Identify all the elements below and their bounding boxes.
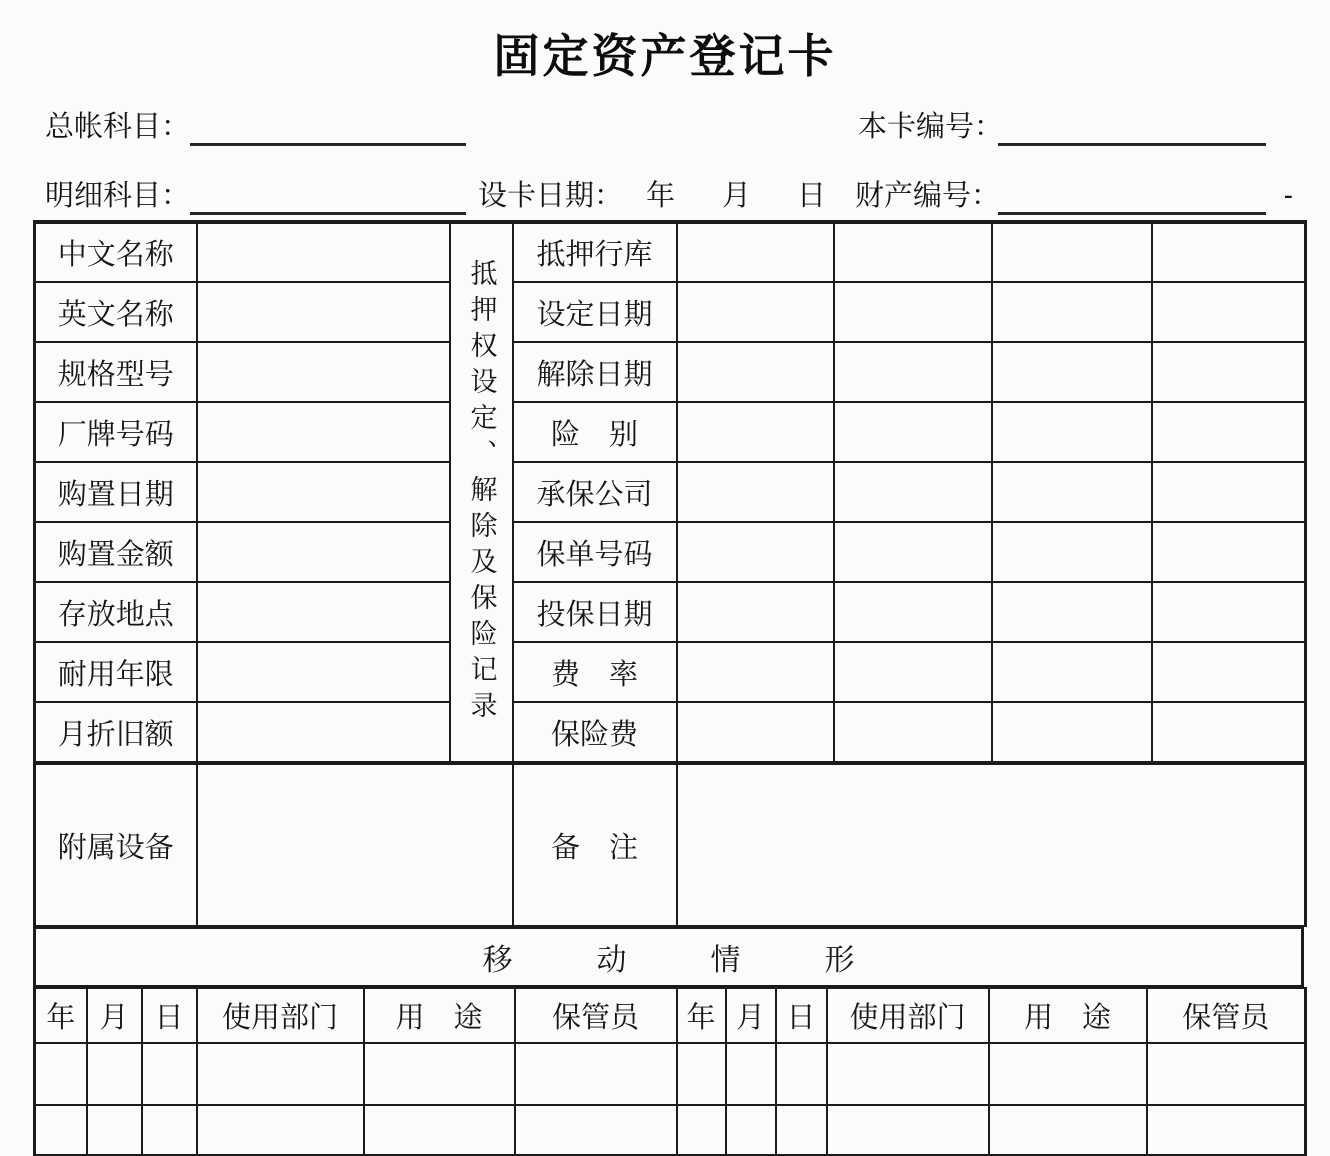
record-cell — [677, 642, 834, 702]
purpose-column-header: 用 途 — [364, 988, 515, 1043]
record-cell — [515, 1105, 677, 1155]
table-row — [35, 462, 1306, 522]
page-title: 固定资产登记卡 — [493, 30, 837, 82]
rate-label: 费 率 — [513, 642, 677, 702]
record-cell — [992, 222, 1152, 282]
record-cell — [197, 1043, 364, 1105]
record-cell — [677, 522, 834, 582]
record-cell — [992, 522, 1152, 582]
purchase-date-label: 购置日期 — [35, 462, 197, 522]
record-cell — [834, 222, 992, 282]
record-cell — [1152, 522, 1306, 582]
insurer-label: 承保公司 — [513, 462, 677, 522]
stray-dash-mark: - — [1284, 180, 1293, 209]
table-row — [35, 642, 1306, 702]
record-cell — [992, 282, 1152, 342]
purpose-column-header: 用 途 — [989, 988, 1147, 1043]
year-unit-label: 年 — [646, 180, 676, 212]
record-cell — [677, 582, 834, 642]
chinese-name-value-cell — [197, 222, 450, 282]
record-cell — [35, 1043, 87, 1105]
detail-account-label: 明细科目： — [45, 180, 191, 212]
spec-model-value-cell — [197, 342, 450, 402]
record-cell — [834, 582, 992, 642]
record-cell — [364, 1105, 515, 1155]
record-cell — [1152, 282, 1306, 342]
custodian-column-header: 保管员 — [515, 988, 677, 1043]
english-name-label: 英文名称 — [35, 282, 197, 342]
record-cell — [992, 582, 1152, 642]
property-number-blank-line — [998, 212, 1266, 215]
movement-record-row — [35, 1043, 1306, 1105]
insured-date-label: 投保日期 — [513, 582, 677, 642]
record-cell — [1152, 342, 1306, 402]
record-cell — [992, 462, 1152, 522]
record-cell — [364, 1043, 515, 1105]
using-department-column-header: 使用部门 — [827, 988, 989, 1043]
remarks-value-cell — [677, 764, 1306, 926]
table-row — [35, 702, 1306, 762]
useful-life-label: 耐用年限 — [35, 642, 197, 702]
record-cell — [834, 462, 992, 522]
record-cell — [1152, 222, 1306, 282]
record-cell — [834, 402, 992, 462]
general-ledger-label: 总帐科目： — [45, 111, 191, 143]
table-row — [35, 522, 1306, 582]
day-unit-label: 日 — [797, 180, 827, 212]
year-column-header: 年 — [35, 988, 87, 1043]
record-cell — [515, 1043, 677, 1105]
card-date-label: 设卡日期： — [478, 180, 624, 212]
card-number-blank-line — [998, 143, 1266, 146]
record-cell — [992, 642, 1152, 702]
storage-location-value-cell — [197, 582, 450, 642]
record-cell — [834, 642, 992, 702]
monthly-depreciation-label: 月折旧额 — [35, 702, 197, 762]
record-cell — [726, 1043, 776, 1105]
accessory-equipment-label: 附属设备 — [35, 764, 197, 926]
record-cell — [776, 1105, 827, 1155]
record-cell — [776, 1043, 827, 1105]
record-cell — [1152, 702, 1306, 762]
monthly-depreciation-value-cell — [197, 702, 450, 762]
table-row — [35, 582, 1306, 642]
record-cell — [1147, 1043, 1306, 1105]
record-cell — [677, 282, 834, 342]
record-cell — [677, 402, 834, 462]
table-row — [35, 342, 1306, 402]
record-cell — [989, 1043, 1147, 1105]
record-cell — [1152, 582, 1306, 642]
record-cell — [677, 702, 834, 762]
record-cell — [827, 1105, 989, 1155]
remarks-label: 备 注 — [513, 764, 677, 926]
record-cell — [834, 522, 992, 582]
using-department-column-header: 使用部门 — [197, 988, 364, 1043]
month-column-header: 月 — [726, 988, 776, 1043]
movement-header-row — [35, 988, 1306, 1043]
record-cell — [726, 1105, 776, 1155]
record-cell — [834, 702, 992, 762]
mortgage-insurance-section-header: 抵押权设定、解除及保险记录 — [450, 222, 513, 762]
table-row — [35, 764, 1306, 926]
record-cell — [87, 1043, 142, 1105]
spec-model-label: 规格型号 — [35, 342, 197, 402]
custodian-column-header: 保管员 — [1147, 988, 1306, 1043]
english-name-value-cell — [197, 282, 450, 342]
purchase-date-value-cell — [197, 462, 450, 522]
record-cell — [677, 1105, 726, 1155]
month-column-header: 月 — [87, 988, 142, 1043]
year-column-header: 年 — [677, 988, 726, 1043]
month-unit-label: 月 — [722, 180, 752, 212]
brand-number-value-cell — [197, 402, 450, 462]
record-cell — [992, 702, 1152, 762]
record-cell — [827, 1043, 989, 1105]
insurance-type-label: 险 别 — [513, 402, 677, 462]
form-grid — [33, 220, 1304, 1156]
record-cell — [87, 1105, 142, 1155]
detail-account-blank-line — [190, 212, 466, 215]
chinese-name-label: 中文名称 — [35, 222, 197, 282]
record-cell — [1152, 402, 1306, 462]
card-number-label: 本卡编号： — [858, 111, 1004, 143]
property-number-label: 财产编号： — [855, 180, 1001, 212]
useful-life-value-cell — [197, 642, 450, 702]
release-date-label: 解除日期 — [513, 342, 677, 402]
asset-detail-table — [33, 220, 1307, 763]
purchase-amount-value-cell — [197, 522, 450, 582]
record-cell — [1152, 462, 1306, 522]
general-ledger-blank-line — [190, 143, 466, 146]
record-cell — [1147, 1105, 1306, 1155]
mobility-section-title: 移动情形 — [35, 928, 1303, 986]
table-row — [35, 928, 1303, 986]
movement-record-row — [35, 1105, 1306, 1155]
record-cell — [142, 1105, 197, 1155]
mortgage-bank-label: 抵押行库 — [513, 222, 677, 282]
day-column-header: 日 — [142, 988, 197, 1043]
movement-record-table — [33, 987, 1307, 1156]
setting-date-label: 设定日期 — [513, 282, 677, 342]
record-cell — [677, 342, 834, 402]
record-cell — [677, 1043, 726, 1105]
table-row — [35, 222, 1306, 282]
purchase-amount-label: 购置金额 — [35, 522, 197, 582]
record-cell — [1152, 642, 1306, 702]
premium-label: 保险费 — [513, 702, 677, 762]
accessory-remarks-table — [33, 763, 1307, 927]
storage-location-label: 存放地点 — [35, 582, 197, 642]
record-cell — [197, 1105, 364, 1155]
table-row — [35, 402, 1306, 462]
record-cell — [35, 1105, 87, 1155]
policy-number-label: 保单号码 — [513, 522, 677, 582]
record-cell — [142, 1043, 197, 1105]
table-row — [35, 282, 1306, 342]
record-cell — [677, 462, 834, 522]
record-cell — [834, 282, 992, 342]
record-cell — [677, 222, 834, 282]
record-cell — [989, 1105, 1147, 1155]
brand-number-label: 厂牌号码 — [35, 402, 197, 462]
record-cell — [834, 342, 992, 402]
day-column-header: 日 — [776, 988, 827, 1043]
mobility-section-table — [33, 927, 1304, 987]
record-cell — [992, 402, 1152, 462]
record-cell — [992, 342, 1152, 402]
accessory-equipment-value-cell — [197, 764, 513, 926]
